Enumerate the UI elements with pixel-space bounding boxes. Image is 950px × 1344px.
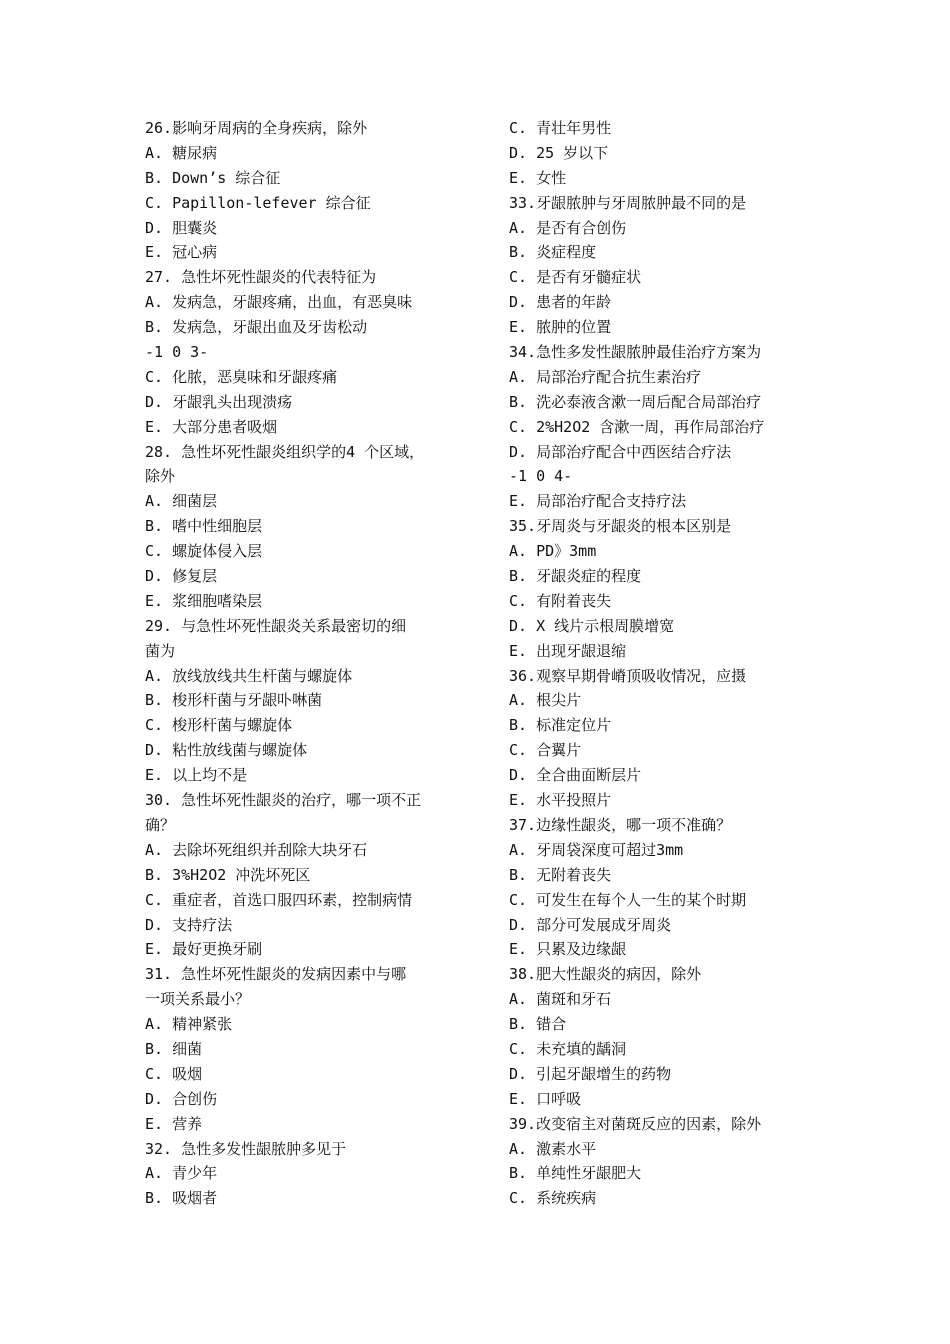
right-column-line: B. 标准定位片: [509, 716, 612, 735]
left-column-line: C. Papillon-lefever 综合征: [145, 193, 371, 212]
right-column-line: C. 合翼片: [509, 741, 582, 760]
right-column-line: A. 是否有合创伤: [509, 218, 627, 237]
left-column-line: D. 牙龈乳头出现溃疡: [145, 392, 293, 411]
right-column-line: -1 0 4-: [509, 467, 573, 486]
right-column-line: D. 局部治疗配合中西医结合疗法: [509, 442, 732, 461]
right-column-line: 37.边缘性龈炎，哪一项不准确？: [509, 815, 732, 834]
left-column-line: -1 0 3-: [145, 343, 209, 362]
left-column-line: 26.影响牙周病的全身疾病，除外: [145, 119, 368, 137]
right-column-line: D. 25 岁以下: [509, 143, 609, 162]
left-column-line: B. 发病急，牙龈出血及牙齿松动: [145, 318, 368, 337]
right-column-line: B. 牙龈炎症的程度: [509, 567, 642, 586]
right-column-line: D. 部分可发展成牙周炎: [509, 915, 672, 934]
left-column-line: 除外: [145, 467, 176, 486]
right-column-line: E. 只累及边缘龈: [509, 940, 627, 959]
right-column-line: A. 局部治疗配合抗生素治疗: [509, 367, 702, 386]
left-column-line: B. 吸烟者: [145, 1189, 218, 1208]
right-column-line: 34.急性多发性龈脓肿最佳治疗方案为: [509, 343, 762, 362]
right-column-line: D. 患者的年龄: [509, 293, 612, 312]
left-column-line: E. 最好更换牙刷: [145, 940, 263, 959]
right-column-line: A. 牙周袋深度可超过3mm: [509, 840, 684, 859]
left-column-line: 29. 与急性坏死性龈炎关系最密切的细: [145, 616, 407, 635]
left-column-line: 28. 急性坏死性龈炎组织学的4 个区域，: [145, 442, 425, 461]
right-column-line: D. 全合曲面断层片: [509, 766, 642, 785]
left-column-line: C. 化脓，恶臭味和牙龈疼痛: [145, 367, 338, 386]
left-column-line: 一项关系最小？: [145, 990, 251, 1009]
right-column-line: C. 2%H2O2 含漱一周，再作局部治疗: [509, 417, 765, 436]
right-column-line: A. PD》3mm: [509, 542, 597, 561]
right-column-line: C. 有附着丧失: [509, 591, 612, 610]
right-column-line: E. 局部治疗配合支持疗法: [509, 492, 687, 511]
left-column-line: E. 冠心病: [145, 243, 218, 262]
right-column-line: 36.观察早期骨嵴顶吸收情况，应摄: [509, 666, 747, 685]
left-column-line: C. 重症者，首选口服四环素，控制病情: [145, 890, 413, 909]
left-column-line: 27. 急性坏死性龈炎的代表特征为: [145, 268, 377, 287]
left-column-line: A. 发病急，牙龈疼痛，出血，有恶臭味: [145, 293, 413, 312]
right-column: [509, 116, 809, 1211]
right-column-line: 35.牙周炎与牙龈炎的根本区别是: [509, 517, 732, 536]
right-column-line: 39.改变宿主对菌斑反应的因素，除外: [509, 1114, 762, 1133]
right-column-line: E. 脓肿的位置: [509, 318, 612, 337]
right-column-line: A. 根尖片: [509, 691, 582, 710]
right-column-line: C. 是否有牙髓症状: [509, 268, 642, 287]
right-column-line: B. 错合: [509, 1015, 567, 1034]
left-column-line: B. 嗜中性细胞层: [145, 517, 263, 536]
left-column-line: B. Down’s 综合征: [145, 168, 281, 187]
left-column-line: D. 粘性放线菌与螺旋体: [145, 741, 308, 760]
left-column-line: A. 糖尿病: [145, 143, 218, 162]
left-column-line: A. 青少年: [145, 1164, 218, 1183]
left-column-line: C. 螺旋体侵入层: [145, 542, 263, 561]
right-column-line: A. 激素水平: [509, 1139, 597, 1158]
left-column-line: A. 精神紧张: [145, 1015, 233, 1034]
right-column-line: B. 无附着丧失: [509, 865, 612, 884]
left-column-line: D. 修复层: [145, 567, 218, 586]
left-column-line: B. 梭形杆菌与牙龈卟啉菌: [145, 691, 323, 710]
right-column-line: E. 出现牙龈退缩: [509, 641, 627, 660]
left-column-line: E. 大部分患者吸烟: [145, 417, 278, 436]
right-column-line: 38.肥大性龈炎的病因，除外: [509, 965, 702, 984]
left-column-line: E. 以上均不是: [145, 766, 248, 785]
right-column-line: 33.牙龈脓肿与牙周脓肿最不同的是: [509, 193, 747, 212]
left-column-line: 确？: [145, 815, 176, 834]
left-column-line: A. 去除坏死组织并刮除大块牙石: [145, 840, 368, 859]
left-column-line: B. 细菌: [145, 1039, 203, 1058]
left-column-line: D. 胆囊炎: [145, 218, 218, 237]
left-column-line: D. 支持疗法: [145, 915, 233, 934]
right-column-line: A. 菌斑和牙石: [509, 990, 612, 1009]
right-column-line: C. 未充填的龋洞: [509, 1039, 627, 1058]
left-column-line: 32. 急性多发性龈脓肿多见于: [145, 1139, 347, 1158]
right-column-line: B. 洗必泰液含漱一周后配合局部治疗: [509, 392, 762, 411]
right-column-line: D. 引起牙龈增生的药物: [509, 1064, 672, 1083]
right-column-line: D. X 线片示根周膜增宽: [509, 616, 675, 635]
left-column-line: 30. 急性坏死性龈炎的治疗，哪一项不正: [145, 791, 422, 810]
left-column-line: D. 合创伤: [145, 1089, 218, 1108]
left-column: [145, 116, 450, 1211]
right-column-line: B. 炎症程度: [509, 243, 597, 262]
right-column-line: C. 青壮年男性: [509, 119, 612, 137]
right-column-line: E. 口呼吸: [509, 1089, 582, 1108]
left-column-line: 31. 急性坏死性龈炎的发病因素中与哪: [145, 965, 407, 984]
left-column-line: E. 浆细胞嗜染层: [145, 591, 263, 610]
left-column-line: 菌为: [145, 641, 176, 660]
left-column-line: B. 3%H2O2 冲洗坏死区: [145, 865, 311, 884]
left-column-line: A. 细菌层: [145, 492, 218, 511]
right-column-line: E. 水平投照片: [509, 791, 612, 810]
left-column-line: A. 放线放线共生杆菌与螺旋体: [145, 666, 353, 685]
right-column-line: C. 系统疾病: [509, 1189, 597, 1208]
right-column-line: B. 单纯性牙龈肥大: [509, 1164, 642, 1183]
left-column-line: E. 营养: [145, 1114, 203, 1133]
right-column-line: E. 女性: [509, 168, 567, 187]
left-column-line: C. 吸烟: [145, 1064, 203, 1083]
left-column-line: C. 梭形杆菌与螺旋体: [145, 716, 293, 735]
right-column-line: C. 可发生在每个人一生的某个时期: [509, 890, 747, 909]
